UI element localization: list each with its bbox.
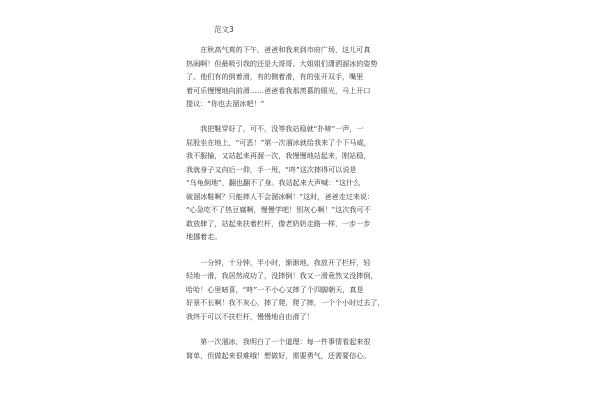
essay-line-12: “心急吃不了热豆腐啊，慢慢学吧！别灰心啊！”这次我可不 — [186, 205, 371, 214]
essay-line-15: 一分钟，十分钟，半小时，渐渐地，我放开了栏杆，轻 — [186, 258, 371, 267]
essay-line-6: 我把鞋穿好了，可不，没等我站稳就“扑哧”一声，一 — [186, 124, 364, 133]
essay-line-7: 屁股坐在地上，“可恶！”第一次溜冰就给我来了个下马威， — [186, 138, 371, 147]
essay-line-20: 第一次溜冰，我明白了一个道理：每一件事情看起来很 — [186, 337, 371, 346]
essay-line-18: 好景不长啊！我不灰心，摔了爬，爬了摔，一个个小时过去了， — [186, 298, 385, 307]
essay-line-10: “乌龟倒地”，翻也翻不了身。我站起来大声喊：“这什么 — [186, 178, 361, 187]
essay-line-5: 提议：“你也去溜冰吧！” — [186, 99, 265, 108]
essay-line-4: 着可乐慢慢地向前滑……爸爸看我那羡慕的眼光，马上开口 — [186, 86, 371, 95]
essay-line-21: 简单，但做起来很难哦！想做好，需要勇气，还需要信心。 — [186, 351, 371, 360]
document-page — [186, 0, 408, 400]
essay-heading: 范文3 — [214, 25, 234, 34]
essay-line-9: 我就身子又向后一仰，手一甩，“咚”这次摔得可以说是 — [186, 165, 357, 174]
essay-line-16: 轻地一滑，我居然成功了，没摔倒！我又一滑竟然又没摔倒， — [186, 271, 378, 280]
essay-line-3: 了。他们有的倒着滑，有的侧着滑，有的张开双手，嘴里 — [186, 72, 364, 81]
essay-line-8: 我不服输，又站起来再溜一次，我慢慢地站起来，刚站稳， — [186, 151, 371, 160]
essay-line-19: 我终于可以不扶栏杆，慢慢地自由滑了！ — [186, 312, 314, 321]
essay-line-11: 破溜冰鞋啊？只能摔人不会溜冰啊！”这时，爸爸走过来说： — [186, 192, 375, 201]
essay-line-1: 在秋高气爽的下午，爸爸和我来到市府广场，这儿可真 — [186, 45, 371, 54]
essay-line-2: 热闹啊！但最吸引我的还是大哥哥、大姐姐们潇洒溜冰的姿势 — [186, 59, 378, 68]
essay-line-17: 哈哈！心里暗喜，“咚”一不小心又摔了个四脚朝天，真是 — [186, 285, 364, 294]
essay-line-13: 敢放肆了，站起来扶着栏杆，像老奶奶走路一样，一步一步 — [186, 219, 371, 228]
essay-line-14: 地挪着走。 — [186, 232, 222, 241]
